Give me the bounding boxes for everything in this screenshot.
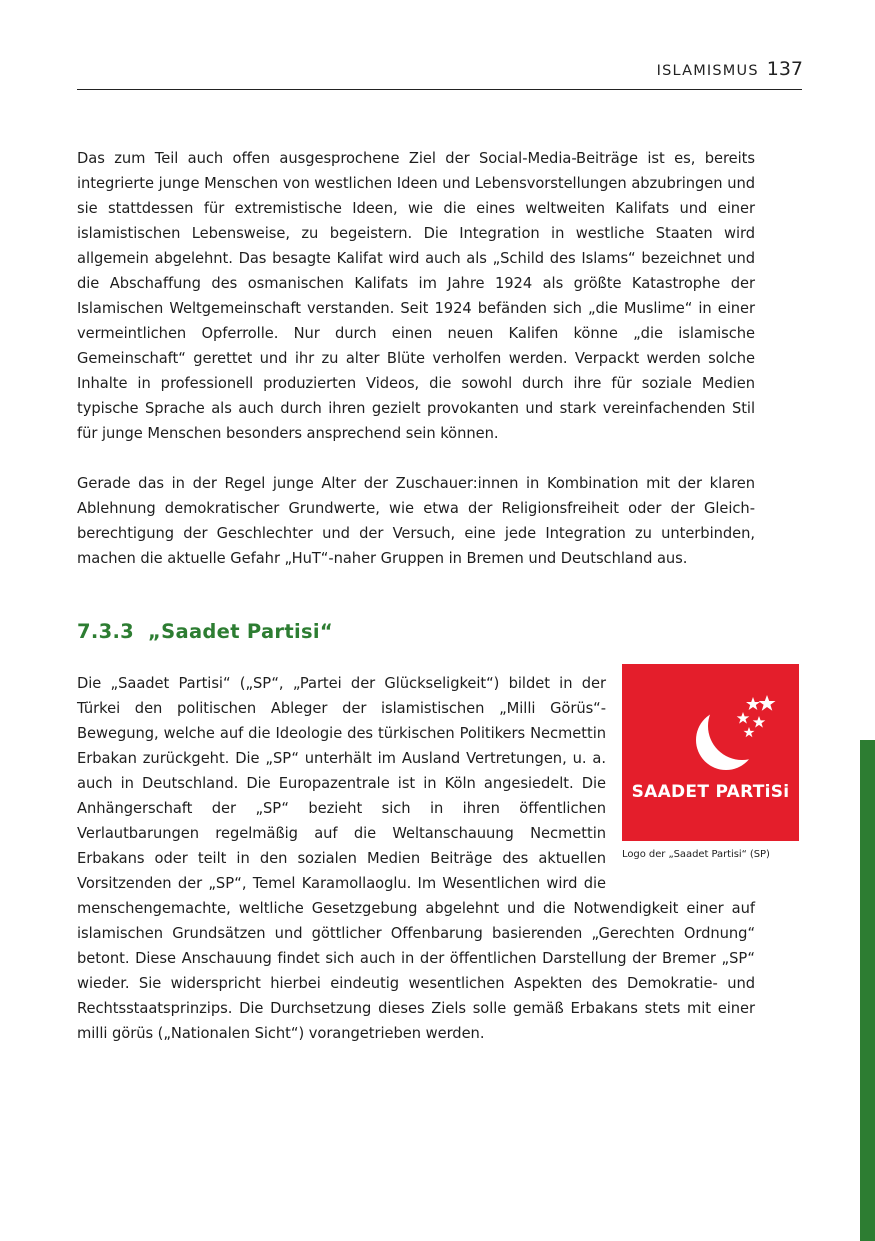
section-title: „Saadet Partisi“	[148, 620, 333, 643]
section-number: 7.3.3	[77, 620, 135, 643]
paragraph-social-media: Das zum Teil auch offen ausgesprochene Ziel der Social-Media-Beiträge ist es, bereits integrierte junge Menschen von westlichen Ideen und Lebensvorstellungen abzubringen und sie stattdessen für extremistische Ideen, wie die eines weltweiten Kalifats und einer islamistischen Lebensweise, zu begeistern. Die Integration in westliche Staaten wird allgemein abgelehnt. Das besagte Kalifat wird auch als „Schild des Islams“ bezeichnet und die Abschaffung des osmanischen Kalifats im Jahre 1924 als größte Katastrophe der Islamischen Weltgemeinschaft verstanden. Seit 1924 befänden sich „die Muslime“ in einer vermeintlichen Opferrolle. Nur durch einen neuen Kalifen könne „die islamische Gemeinschaft“ gerettet und ihr zu alter Blüte verholfen werden. Verpackt werden solche Inhalte in professionell produzierten Videos, die sowohl durch ihre für soziale Medien typische Sprache als auch durch ihren gezielt provokanten und stark vereinfachenden Stil für junge Menschen besonders ansprechend sein können.	[77, 150, 755, 442]
section-heading	[77, 620, 333, 643]
saadet-partisi-logo	[622, 664, 799, 841]
crescent-stars-icon	[622, 664, 799, 841]
logo-figure	[620, 671, 802, 889]
logo-caption: Logo der „Saadet Partisi“ (SP)	[622, 849, 770, 860]
running-head	[657, 58, 803, 80]
page-number: 137	[766, 58, 803, 80]
logo-wordmark: SAADET PARTiSi	[631, 782, 790, 802]
section-body	[77, 671, 790, 1046]
chapter-color-tab	[860, 740, 875, 1241]
paragraph-audience: Gerade das in der Regel junge Alter der Zuschauer:innen in Kombination mit der klaren Ablehnung demokratischer Grundwerte, wie etwa der Religionsfreiheit oder der Gleichberechtigung der Geschlechter und der Versuch, eine jede Integration zu unterbinden, machen die aktuelle Gefahr „HuT“-naher Gruppen in Bremen und Deutschland aus.	[77, 475, 755, 567]
header-rule	[77, 89, 802, 90]
paragraph-saadet-partisi: Die „Saadet Partisi“ („SP“, „Partei der Glückseligkeit“) bildet in der Türkei den politischen Ableger der islamistischen „Milli Görüs“-Bewegung, welche auf die Ideologie des türkischen Politikers Necmettin Erbakan zurückgeht. Die „SP“ unterhält im Ausland Vertretungen, u. a. auch in Deutschland. Die Europazentrale ist in Köln angesiedelt. Die Anhängerschaft der „SP“ bezieht sich in ihren öffentlichen Verlautbarungen regelmäßig auf die Weltanschauung Necmettin Erbakans oder teilt in den sozialen Medien Beiträge des aktuellen Vorsitzenden der „SP“, Temel Karamollaoglu. Im Wesentlichen wird die menschengemachte, weltliche Gesetzgebung abgelehnt und die Notwendigkeit einer auf islamischen Grundsätzen und göttlicher Offenbarung basierenden „Gerechten Ordnung“ betont. Diese Anschauung findet sich auch in der öffentlichen Darstellung der Bremer „SP“ wieder. Sie widerspricht hierbei eindeutig wesentlichen Aspekten des Demokratie- und Rechtsstaatsprinzips. Die Durchsetzung dieses Ziels solle gemäß Erbakans stets mit einer milli görüs („Nationalen Sicht“) vorangetrieben werden.	[77, 675, 755, 1042]
running-head-section: ISLAMISMUS	[656, 63, 759, 79]
